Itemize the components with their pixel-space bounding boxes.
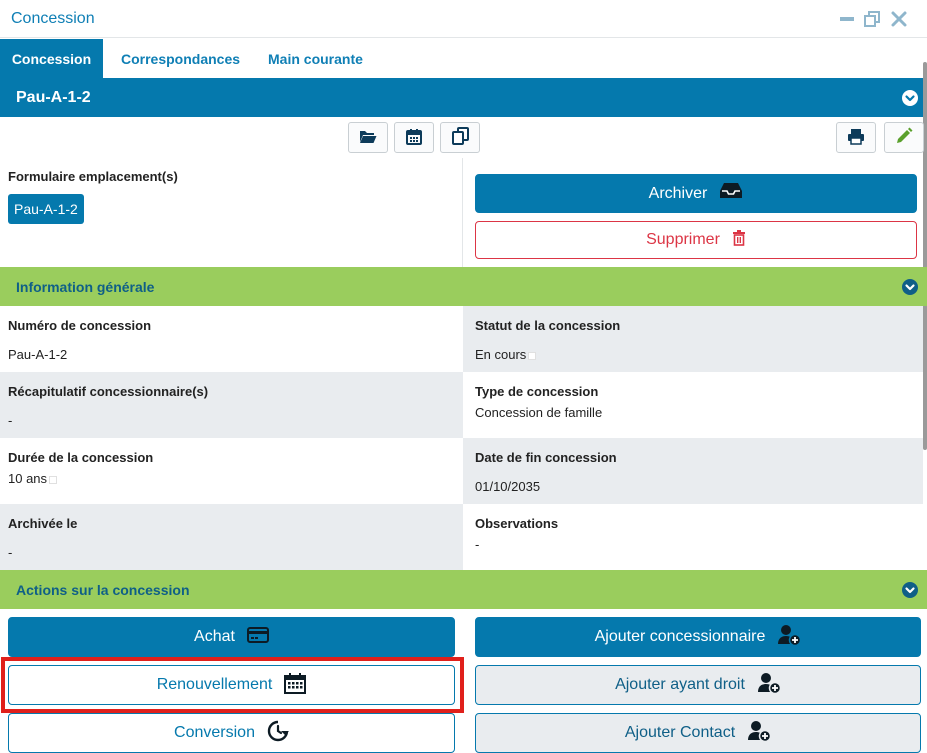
info-row [0,306,923,372]
ajouter-concessionnaire-button[interactable] [475,617,921,657]
user-plus-icon [747,720,771,747]
inbox-icon [719,182,743,205]
info-row [0,372,923,438]
field-duree [0,438,463,504]
ajouter-concessionnaire-label: Ajouter concessionnaire [594,628,766,645]
open-folder-button[interactable] [348,122,388,153]
field-value: - [475,537,480,552]
emplacement-label: Formulaire emplacement(s) [8,169,178,184]
field-value [8,471,57,486]
ajouter-ayant-droit-label: Ajouter ayant droit [615,676,745,693]
record-name: Pau-A-1-2 [16,89,91,106]
ajouter-contact-button[interactable] [475,713,921,753]
conversion-button-label: Conversion [174,724,255,741]
archive-button[interactable] [475,174,917,213]
field-label: Récapitulatif concessionnaire(s) [8,384,209,399]
field-label: Type de concession [475,384,599,399]
field-statut-concession [463,306,923,372]
user-plus-icon [757,672,781,699]
close-icon[interactable] [890,10,908,28]
print-icon [847,128,865,148]
field-archivee-le [0,504,463,570]
field-label: Durée de la concession [8,450,154,465]
chevron-down-icon[interactable] [902,582,918,598]
field-value: Concession de famille [475,405,603,420]
window-title: Concession [11,10,95,27]
user-plus-icon [777,624,801,651]
credit-card-icon [247,627,269,648]
record-header [0,78,923,117]
field-label: Statut de la concession [475,318,621,333]
duration-marker [49,476,57,484]
tab-main-courante[interactable]: Main courante [268,51,363,67]
chevron-down-icon[interactable] [902,279,918,295]
field-label: Archivée le [8,516,78,531]
tab-correspondances[interactable]: Correspondances [121,51,241,67]
pencil-icon [895,127,913,148]
calendar-button[interactable] [394,122,434,153]
field-label: Observations [475,516,559,531]
field-label: Numéro de concession [8,318,152,333]
tab-bar [0,39,927,78]
actions-header [0,570,927,609]
field-value [475,347,536,362]
info-row [0,504,923,570]
general-info-header [0,267,927,306]
tab-concession[interactable]: Concession [0,39,103,78]
trash-icon [732,230,746,251]
field-type-concession [463,372,923,438]
field-numero-concession [0,306,463,372]
info-row [0,438,923,504]
field-date-fin [463,438,923,504]
general-info-title: Information générale [16,279,155,295]
emplacement-chip[interactable]: Pau-A-1-2 [8,194,84,224]
copy-icon [452,127,469,148]
restore-icon[interactable] [863,10,881,28]
print-button[interactable] [836,122,876,153]
edit-button[interactable] [884,122,924,153]
field-recapitulatif [0,372,463,438]
field-observations [463,504,923,570]
renouvellement-button-label: Renouvellement [156,676,273,693]
archive-button-label: Archiver [648,184,708,202]
field-value: 01/10/2035 [475,479,541,494]
duplicate-button[interactable] [440,122,480,153]
ajouter-ayant-droit-button[interactable] [475,665,921,705]
ajouter-contact-label: Ajouter Contact [624,724,736,741]
conversion-button[interactable] [8,713,455,753]
achat-button[interactable] [8,617,455,657]
delete-button[interactable] [475,221,917,259]
field-value: - [8,413,13,428]
folder-open-icon [359,129,377,147]
status-marker [528,352,536,360]
achat-button-label: Achat [194,628,235,645]
window-titlebar [0,0,927,38]
calendar-icon [406,128,422,148]
field-value: - [8,545,13,560]
delete-button-label: Supprimer [646,231,720,248]
minimize-icon[interactable] [838,10,856,28]
actions-title: Actions sur la concession [16,582,190,598]
clock-rotate-icon [267,720,289,747]
scrollbar[interactable] [923,62,927,450]
field-value: Pau-A-1-2 [8,347,68,362]
column-divider [462,158,463,267]
status-value: En cours [475,347,527,362]
chevron-down-icon[interactable] [902,90,918,106]
highlight-box [1,657,464,713]
duration-value: 10 ans [8,471,48,486]
field-label: Date de fin concession [475,450,617,465]
